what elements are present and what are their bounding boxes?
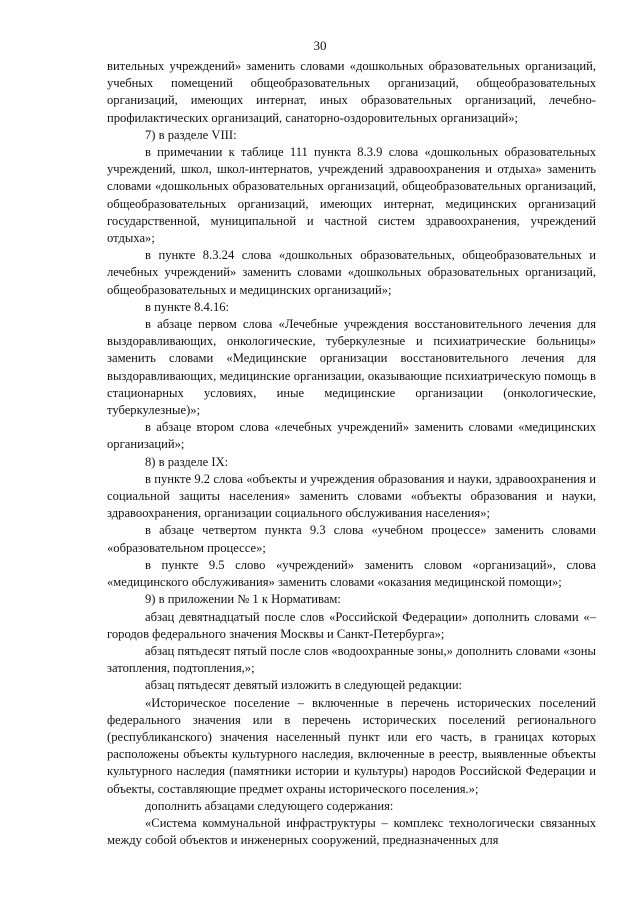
paragraph: в примечании к таблице 111 пункта 8.3.9 слова «дошкольных образовательных учреждений, школ, школ-интернатов, учреждений здравоохранения и отдыха» заменить словами «дошкольных образовательных организаций, общеобразовательных организаций, общеобразовательных организаций, имеющих интернат, медицинских организаций государственной, муниципальной и частной систем здравоохранения, учреждений отдыха»; [107,145,596,246]
paragraph: в абзаце первом слова «Лечебные учреждения восстановительного лечения для выздоравливающих, онкологические, туберкулезные и психиатрические больницы» заменить словами «Медицинские организации восстановительного лечения для выздоравливающих, медицинские организации, оказывающие психиатрическую помощь в стационарных условиях, иные медицинские организации (онкологические, туберкулезные)»; [107,317,596,418]
paragraph: абзац пятьдесят пятый после слов «водоохранные зоны,» дополнить словами «зоны затопления, подтопления,»; [107,643,596,676]
paragraph: в пункте 8.3.24 слова «дошкольных образовательных, общеобразовательных и лечебных учреждений» заменить словами «дошкольных образовательных организаций, общеобразовательных и медицинских организаций»; [107,248,596,297]
paragraph: «Система коммунальной инфраструктуры – комплекс технологически связанных между собой объектов и инженерных сооружений, предназначенных для [107,815,596,848]
paragraph: «Историческое поселение – включенные в перечень исторических поселений федерального значения или в перечень исторических поселений регионального (республиканского) значения населенный пункт или его часть, в границах которых расположены объекты культурного наследия, включенные в реестр, выявленные объекты культурного наследия (памятники истории и культуры) народов Российской Федерации и объекты, составляющие предмет охраны исторического поселения.»; [107,695,596,796]
paragraph: абзац пятьдесят девятый изложить в следующей редакции: [145,678,463,693]
paragraph: вительных учреждений» заменить словами «дошкольных образовательных организаций, учебных помещений общеобразовательных организаций, общеобразовательных организаций, имеющих интернат, иных образовательных организаций, лечебно-профилактических организаций, санаторно-оздоровительных организаций»; [107,59,596,125]
paragraph: 7) в разделе VIII: [145,127,237,142]
paragraph: абзац девятнадцатый после слов «Российской Федерации» дополнить словами «– городов федерального значения Москвы и Санкт-Петербурга»; [107,609,596,641]
paragraph: 8) в разделе IX: [145,454,229,469]
paragraph: дополнить абзацами следующего содержания: [145,798,394,813]
paragraph: в абзаце втором слова «лечебных учреждений» заменить словами «медицинских организаций»; [107,420,596,452]
paragraph: в пункте 9.5 слово «учреждений» заменить словом «организаций», слова «медицинского обслуживания» заменить словами «оказания медицинской помощи»; [107,557,596,590]
paragraph: в пункте 9.2 слова «объекты и учреждения образования и науки, здравоохранения и социальной защиты населения» заменить словами «объекты образования и науки, здравоохранения, организации социального обслуживания населения»; [107,471,596,521]
paragraph: 9) в приложении № 1 к Нормативам: [145,592,341,607]
document-body [107,58,596,849]
page-number: 30 [313,38,327,53]
paragraph: в пункте 8.4.16: [145,299,230,314]
paragraph: в абзаце четвертом пункта 9.3 слова «учебном процессе» заменить словами «образовательном процессе»; [107,523,596,555]
